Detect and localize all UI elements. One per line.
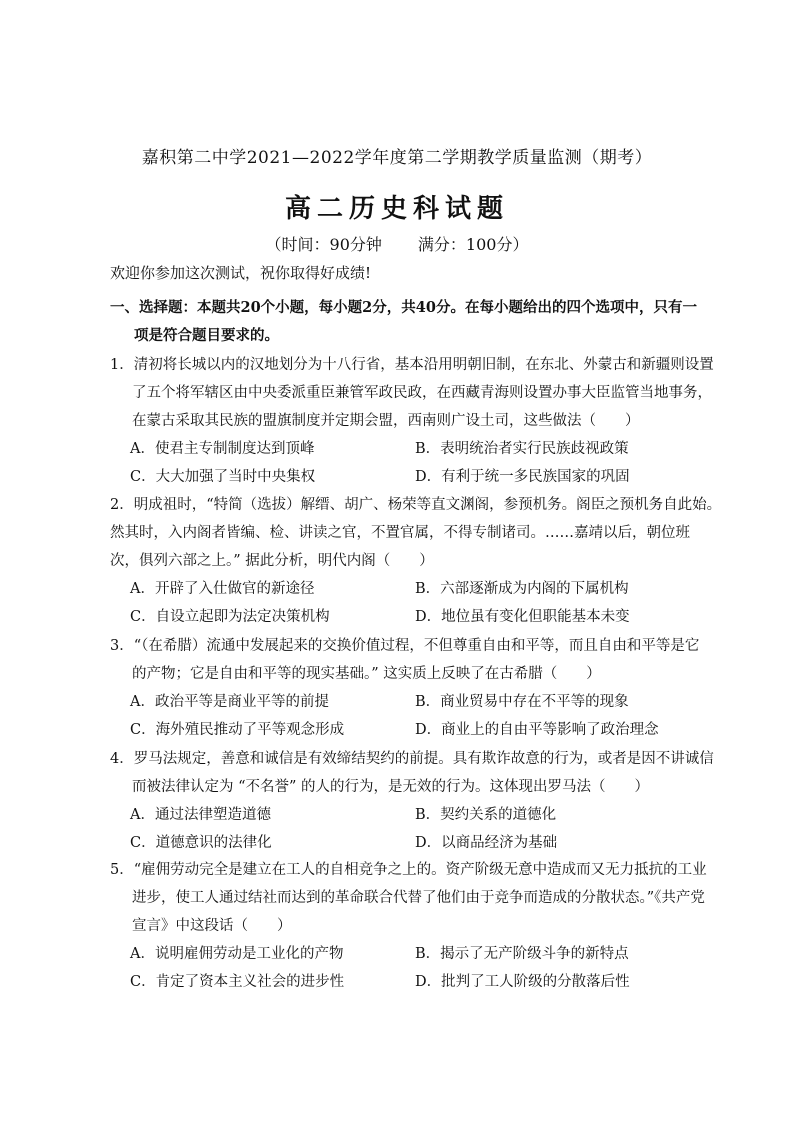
time-label: （时间：90分钟 (265, 235, 382, 254)
question-2-line-3: 次，俱列六部之上。” 据此分析，明代内阁（ ） (110, 553, 434, 569)
question-1-option-c: C．大大加强了当时中央集权 (130, 469, 316, 485)
question-2-option-b: B．六部逐渐成为内阁的下属机构 (415, 581, 629, 597)
question-4-line-2: 而被法律认定为 “不名誉” 的人的行为，是无效的行为。这体现出罗马法（ ） (132, 779, 650, 795)
exam-header: 嘉积第二中学2021—2022学年度第二学期教学质量监测（期考） (141, 148, 653, 168)
question-5-line-2: 进步，使工人通过结社而达到的革命联合代替了他们由于竞争而造成的分散状态。”《共产党 (132, 890, 705, 906)
section-heading-line-2: 项是符合题目要求的。 (134, 327, 279, 344)
question-3-line-2: 的产物；它是自由和平等的现实基础。” 这实质上反映了在古希腊（ ） (132, 666, 601, 682)
question-4-option-d: D．以商品经济为基础 (415, 835, 558, 851)
question-1-line-1: 1．清初将长城以内的汉地划分为十八行省，基本沿用明朝旧制，在东北、外蒙古和新疆则设置 (110, 357, 714, 373)
question-2-option-a: A．开辟了入仕做官的新途径 (130, 581, 315, 597)
question-5-option-b: B．揭示了无产阶级斗争的新特点 (415, 946, 629, 962)
question-5-option-c: C．肯定了资本主义社会的进步性 (130, 974, 345, 990)
question-4-option-a: A．通过法律塑造道德 (130, 807, 271, 823)
question-3-option-a: A．政治平等是商业平等的前提 (130, 694, 329, 710)
question-1-option-b: B．表明统治者实行民族歧视政策 (415, 441, 629, 457)
question-3-option-b: B．商业贸易中存在不平等的现象 (415, 694, 629, 710)
question-2-option-d: D．地位虽有变化但职能基本未变 (415, 609, 630, 625)
section-heading-line-1: 一、选择题：本题共20个小题，每小题2分，共40分。在每小题给出的四个选项中，只有一 (110, 299, 697, 316)
question-2-option-c: C．自设立起即为法定决策机构 (130, 609, 330, 625)
welcome-text: 欢迎你参加这次测试，祝你取得好成绩! (110, 264, 372, 282)
question-2-line-2: 然其时，入内阁者皆编、检、讲读之官，不置官属，不得专制诸司。……嘉靖以后，朝位班 (110, 525, 690, 541)
question-2-line-1: 2．明成祖时，“特简（选拔）解缙、胡广、杨荣等直文渊阁，参预机务。阁臣之预机务自此始。 (110, 497, 722, 513)
question-4-option-b: B．契约关系的道德化 (415, 807, 557, 823)
question-5-option-a: A．说明雇佣劳动是工业化的产物 (130, 946, 344, 962)
question-4-option-c: C．道德意识的法律化 (130, 835, 272, 851)
score-label: 满分：100分） (417, 235, 529, 254)
question-3-option-d: D．商业上的自由平等影响了政治理念 (415, 722, 659, 738)
question-1-line-2: 了五个将军辖区由中央委派重臣兼管军政民政，在西藏青海则设置办事大臣监管当地事务， (132, 385, 712, 401)
question-3-line-1: 3．“（在希腊）流通中发展起来的交换价值过程，不但尊重自由和平等，而且自由和平等是它 (110, 638, 700, 654)
page-title: 高二历史科试题 (284, 194, 509, 224)
question-4-line-1: 4．罗马法规定，善意和诚信是有效缔结契约的前提。具有欺诈故意的行为，或者是因不讲诚信 (110, 751, 714, 767)
question-5-line-1: 5．“雇佣劳动完全是建立在工人的自相竞争之上的。资产阶级无意中造成而又无力抵抗的工业 (110, 862, 707, 878)
question-3-option-c: C．海外殖民推动了平等观念形成 (130, 722, 345, 738)
question-1-option-d: D．有利于统一多民族国家的巩固 (415, 469, 630, 485)
question-5-line-3: 宣言》中这段话（ ） (132, 918, 292, 934)
question-1-line-3: 在蒙古采取其民族的盟旗制度并定期会盟，西南则广设土司，这些做法（ ） (132, 413, 640, 429)
time-score-line (0, 232, 794, 255)
question-1-option-a: A．使君主专制制度达到顶峰 (130, 441, 315, 457)
question-5-option-d: D．批判了工人阶级的分散落后性 (415, 974, 630, 990)
